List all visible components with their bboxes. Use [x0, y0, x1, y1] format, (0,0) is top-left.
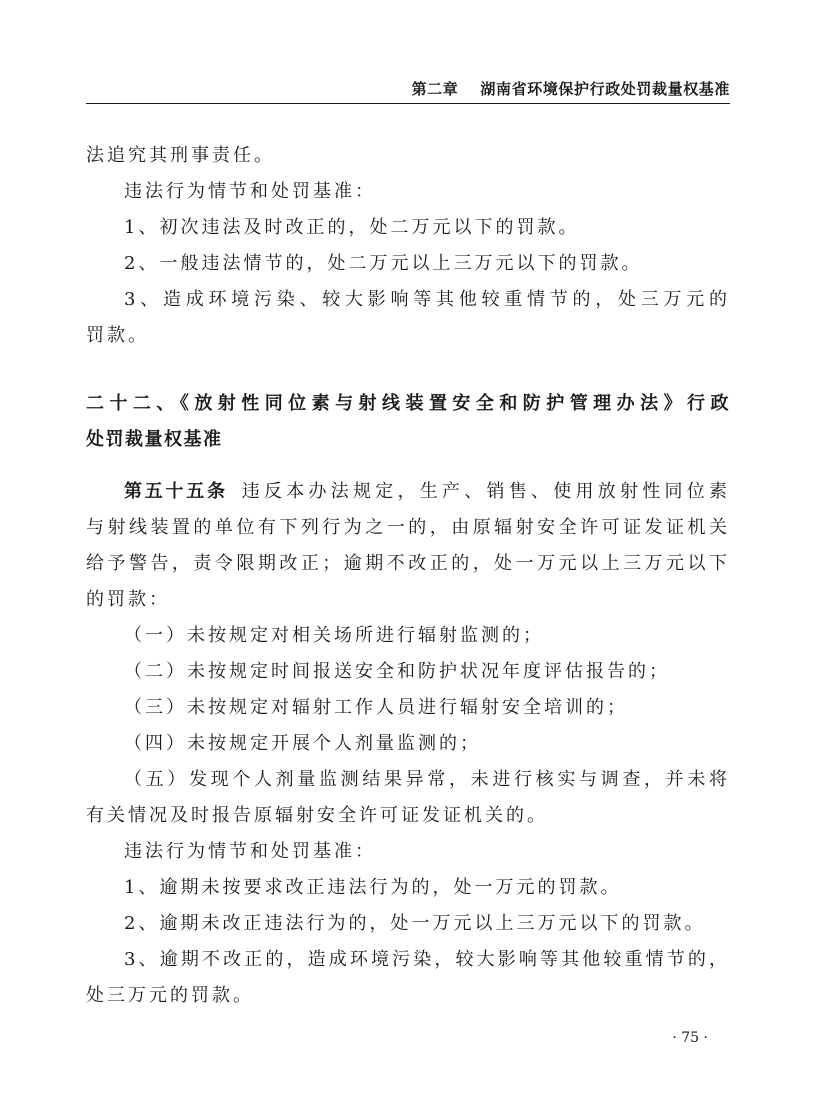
chapter-title: 湖南省环境保护行政处罚裁量权基准 — [480, 80, 730, 98]
article-line-3: 给予警告，责令限期改正；逾期不改正的，处一万元以上三万元以下 — [86, 553, 730, 574]
article-line-4: 的罚款： — [86, 589, 170, 610]
list-item-2: （二）未按规定时间报送安全和防护状况年度评估报告的； — [124, 661, 670, 682]
chapter-label: 第二章 — [411, 80, 459, 98]
spacer — [86, 458, 730, 474]
criteria-heading: 违法行为情节和处罚基准： — [124, 841, 376, 862]
criteria-item-previous-3-line-2: 罚款。 — [86, 325, 149, 346]
running-header — [86, 78, 730, 104]
list-item-1: （一）未按规定对相关场所进行辐射监测的； — [124, 625, 544, 646]
article-line-1 — [86, 474, 730, 510]
article-text-start: 违反本办法规定，生产、销售、使用放射性同位素 — [241, 481, 730, 502]
list-item-5-line-2: 有关情况及时报告原辐射安全许可证发证机关的。 — [86, 805, 548, 826]
page-number: · 75 · — [672, 1030, 708, 1046]
list-item-4: （四）未按规定开展个人剂量监测的； — [124, 733, 481, 754]
section-heading-line-2: 处罚裁量权基准 — [86, 429, 223, 450]
criteria-item-2: 2、逾期未改正违法行为的，处一万元以上三万元以下的罚款。 — [124, 913, 706, 934]
criteria-item-1: 1、逾期未按要求改正违法行为的，处一万元的罚款。 — [124, 877, 622, 898]
article-line-2: 与射线装置的单位有下列行为之一的，由原辐射安全许可证发证机关 — [86, 517, 730, 538]
header-rule — [86, 103, 730, 104]
spacer — [86, 354, 730, 386]
list-item-3: （三）未按规定对辐射工作人员进行辐射安全培训的； — [124, 697, 628, 718]
paragraph-continuation: 法追究其刑事责任。 — [86, 145, 275, 166]
criteria-item-previous-1: 1、初次违法及时改正的，处二万元以下的罚款。 — [124, 217, 580, 238]
criteria-item-3-line-1: 3、逾期不改正的，造成环境污染，较大影响等其他较重情节的， — [124, 949, 730, 970]
page-body — [86, 138, 730, 1014]
criteria-heading-previous: 违法行为情节和处罚基准： — [124, 181, 376, 202]
section-heading-line-1: 二十二、《放射性同位素与射线装置安全和防护管理办法》行政 — [86, 393, 730, 414]
criteria-item-previous-2: 2、一般违法情节的，处二万元以上三万元以下的罚款。 — [124, 253, 643, 274]
article-number: 第五十五条 — [124, 481, 228, 502]
criteria-item-previous-3-line-1: 3、造成环境污染、较大影响等其他较重情节的，处三万元的 — [124, 289, 730, 310]
list-item-5-line-1: （五）发现个人剂量监测结果异常，未进行核实与调查，并未将 — [124, 769, 730, 790]
criteria-item-3-line-2: 处三万元的罚款。 — [86, 985, 254, 1006]
